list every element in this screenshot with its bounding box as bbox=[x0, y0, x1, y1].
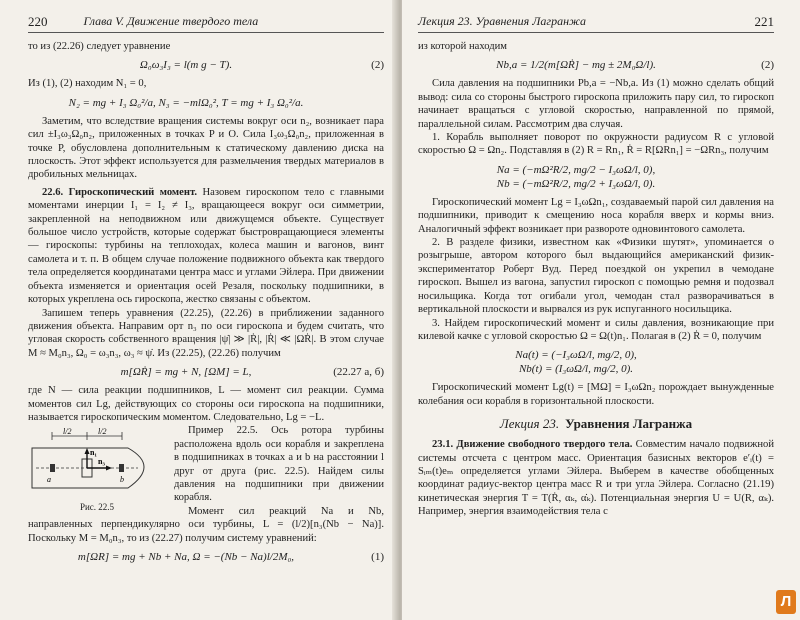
section-paragraph bbox=[418, 438, 774, 518]
half-length-left: l/2 bbox=[63, 427, 72, 437]
page-number: 220 bbox=[28, 14, 48, 29]
figure-22-5 bbox=[28, 426, 166, 512]
point-b-label: b bbox=[120, 475, 124, 485]
equation-number: (22.27 a, б) bbox=[333, 366, 384, 379]
paragraph: 2. В разделе физики, известном как «Физики шутят», упоминается о розыгрыше, автором которого был выдающийся американский физик-экспериментатор Роберт Вуд. Перед поездкой он укрепил в чемодане гироскоп. Вышел из вагона, запустил гироскоп с помощью ремня и подозвал носильщика. Когда тот огибали угол, чемодан стал разворачиваться в вертикальной плоскости и вырвался из рук испуганного носильщика. bbox=[418, 237, 774, 316]
lecture-title: Уравнения Лагранжа bbox=[565, 416, 693, 432]
section-title: 22.6. Гироскопический момент. bbox=[42, 186, 197, 198]
equation bbox=[418, 177, 774, 191]
equation bbox=[28, 550, 384, 564]
paragraph: 1. Корабль выполняет поворот по окружности радиусом R с угловой скоростью Ω = Ωn₂. Подставляя в (2) R = Rn₁, Ṙ = R[ΩRn₁] = −ΩRn₃, получим bbox=[418, 132, 774, 157]
equation-body: Nb(t) = (I₃ωΩ/l, mg/2, 0). bbox=[518, 363, 634, 376]
equation-body: m[ΩṘ] = mg + N, [ΩM] = L, bbox=[120, 366, 252, 379]
n3-label: n₃ bbox=[98, 457, 105, 467]
equation-number: (2) bbox=[371, 59, 384, 72]
paragraph: Момент сил реакций Na и Nb, направленных перпендикулярно оси турбины, L = (l/2)[n₃(Nb − Na)]. Поскольку M = M₀n₃, то из (22.27) получим систему уравнений: bbox=[28, 505, 384, 544]
paragraph: Гироскопический момент Lg = I₃ωΩn₁, создаваемый парой сил давления на подшипники, приводит к смещению носа корабля вверх и кормы вниз. Аналогичный эффект возникает при развороте одновинтового самолета. bbox=[418, 196, 774, 235]
equation-number: (1) bbox=[371, 551, 384, 563]
lecture-label: Лекция 23. bbox=[499, 416, 560, 432]
equation bbox=[418, 362, 774, 376]
equation bbox=[28, 365, 384, 379]
section-text: Назовем гироскопом тело с главными моментами инерции I₁ = I₂ ≠ I₃, вращающееся вокруг оси симметрии, закрепленной на неподвижном или движущемся объекте. Существует большое число устройств, которые содержат быстровращающиеся элементы — гироскопы: турбины на теплоходах, колеса машин и вагонов, винт самолета и т. п. В общем случае положение подвижного объекта как твердого тела определяется координатами центра масс и углами Эйлера. При движении объекта изменяется и ориентация осей Резаля, поскольку подшипники, в которых укреплена ось гироскопа, жестко связаны с объектом. bbox=[28, 186, 384, 306]
left-page bbox=[0, 0, 398, 620]
section-text: Совместим начало подвижной системы отсчета с центром масс. Ориентация базисных векторов e′ᵢ(t) = Sᵢₘ(t)eₘ определяется углами Эйлера. Выберем в качестве обобщенных координат радиус-вектор центра масс R и три угла Эйлера. Согласно (21.19) кинетическая энергия T = T(Ṙ, αₖ, α̇ₖ). Потенциальная энергия U = U(R, αₖ). Например, энергия взаимодействия тела с bbox=[418, 439, 774, 518]
equation-body: Ω₀ω₃I₃ = l(m g − T). bbox=[139, 59, 233, 72]
equation bbox=[28, 96, 384, 110]
figure-caption: Рис. 22.5 bbox=[79, 502, 115, 513]
right-page bbox=[402, 0, 800, 620]
section-paragraph bbox=[28, 186, 384, 307]
half-length-right: l/2 bbox=[98, 427, 107, 437]
section-title: 23.1. Движение свободного твердого тела. bbox=[432, 439, 633, 451]
example-paragraph: Пример 22.5. Ось ротора турбины расположена вдоль оси корабля и закреплена в подшипниках в точках a и b на расстоянии l друг от друга (рис. 22.5). Найдем силы давления на подшипники при движении корабля. bbox=[174, 425, 384, 504]
equation-number: (2) bbox=[761, 59, 774, 72]
paragraph: 3. Найдем гироскопический момент и силы давления, возникающие при килевой качке с угловой скоростью Ω = Ω(t)n₁. Полагая в (2) Ṙ = 0, получим bbox=[418, 317, 774, 342]
equation bbox=[418, 163, 774, 177]
running-head-title: Глава V. Движение твердого тела bbox=[83, 14, 259, 28]
page-number: 221 bbox=[754, 14, 774, 29]
equation-body: Na(t) = (−I₃ωΩ/l, mg/2, 0), bbox=[515, 349, 637, 362]
equation-body: N₂ = mg + I₃ Ω₀²/a, N₃ = −mlΩ₀², T = mg + I₃ Ω₀²/a. bbox=[68, 96, 304, 109]
paragraph: где N — сила реакции подшипников, L — момент сил реакции. Сумма моментов сил Lg, действующих со стороны оси гироскопа на подшипники, называется гироскопическим моментом. Следовательно, Lg = −L. bbox=[28, 385, 384, 423]
equation-body: Nb = (−mΩ²R/2, mg/2 + I₃ωΩ/l, 0). bbox=[496, 177, 656, 190]
equation-body: Na = (−mΩ²R/2, mg/2 − I₃ωΩ/l, 0), bbox=[496, 163, 656, 176]
equation bbox=[418, 58, 774, 72]
paragraph: Заметим, что вследствие вращения системы вокруг оси n₂, возникает пара сил ±I₃ω₃Ω₀n₂, приложенных в точках P и O. Сила I₃ω₃Ω₀n₂, приложенная в точке P, обусловлена дополнительным к статическому давлению диска на плоскость. Этот эффект используется для размельчения твердых материалов в дробильных мельницах. bbox=[28, 115, 384, 181]
running-head-title: Лекция 23. Уравнения Лагранжа bbox=[418, 14, 587, 28]
publisher-logo: Л bbox=[776, 590, 796, 614]
ship-diagram bbox=[28, 426, 166, 500]
equation bbox=[28, 58, 384, 72]
paragraph: Из (1), (2) находим N₁ = 0, bbox=[28, 78, 147, 90]
equation-body: m[ΩR] = mg + Nb + Na, Ω = −(Nb − Na)l/2M₀, bbox=[77, 551, 295, 563]
paragraph: Гироскопический момент Lg(t) = [MΩ] = I₃ωΩn₂ порождает вынужденные колебания оси корабля в горизонтальной плоскости. bbox=[418, 382, 774, 407]
running-header bbox=[28, 14, 384, 33]
running-header bbox=[418, 14, 774, 33]
point-a-label: a bbox=[47, 475, 51, 485]
paragraph: то из (22.26) следует уравнение bbox=[28, 41, 171, 52]
equation-body: Nb,a = 1/2(m[ΩṘ] − mg ± 2M₀Ω/l). bbox=[496, 59, 656, 72]
paragraph: Сила давления на подшипники Pb,a = −Nb,a. Из (1) можно сделать общий вывод: сила со стороны быстрого гироскопа приложить пару сил, то гироскоп начинает вращаться с угловой скоростью, направленной по прямой, параллельной силам. Рассмотрим два случая. bbox=[418, 78, 774, 130]
lecture-heading bbox=[418, 416, 774, 432]
paragraph: Запишем теперь уравнения (22.25), (22.26) в приближении заданного движения объекта. Направим орт n₃ по оси гироскопа и будем считать, что угловая скорость собственного вращения |ψ̇| ≫ |Ṙ|, |Ṙ| ≪ |ΩṘ|. В этом случае M ≈ M₀n₃, Ω₀ = ω₃n₃, ω₃ ≈ ψ̇. Из (22.25), (22.26) получим bbox=[28, 307, 384, 359]
n1-label: n₁ bbox=[90, 448, 97, 458]
equation bbox=[418, 348, 774, 362]
paragraph: из которой находим bbox=[418, 41, 507, 52]
